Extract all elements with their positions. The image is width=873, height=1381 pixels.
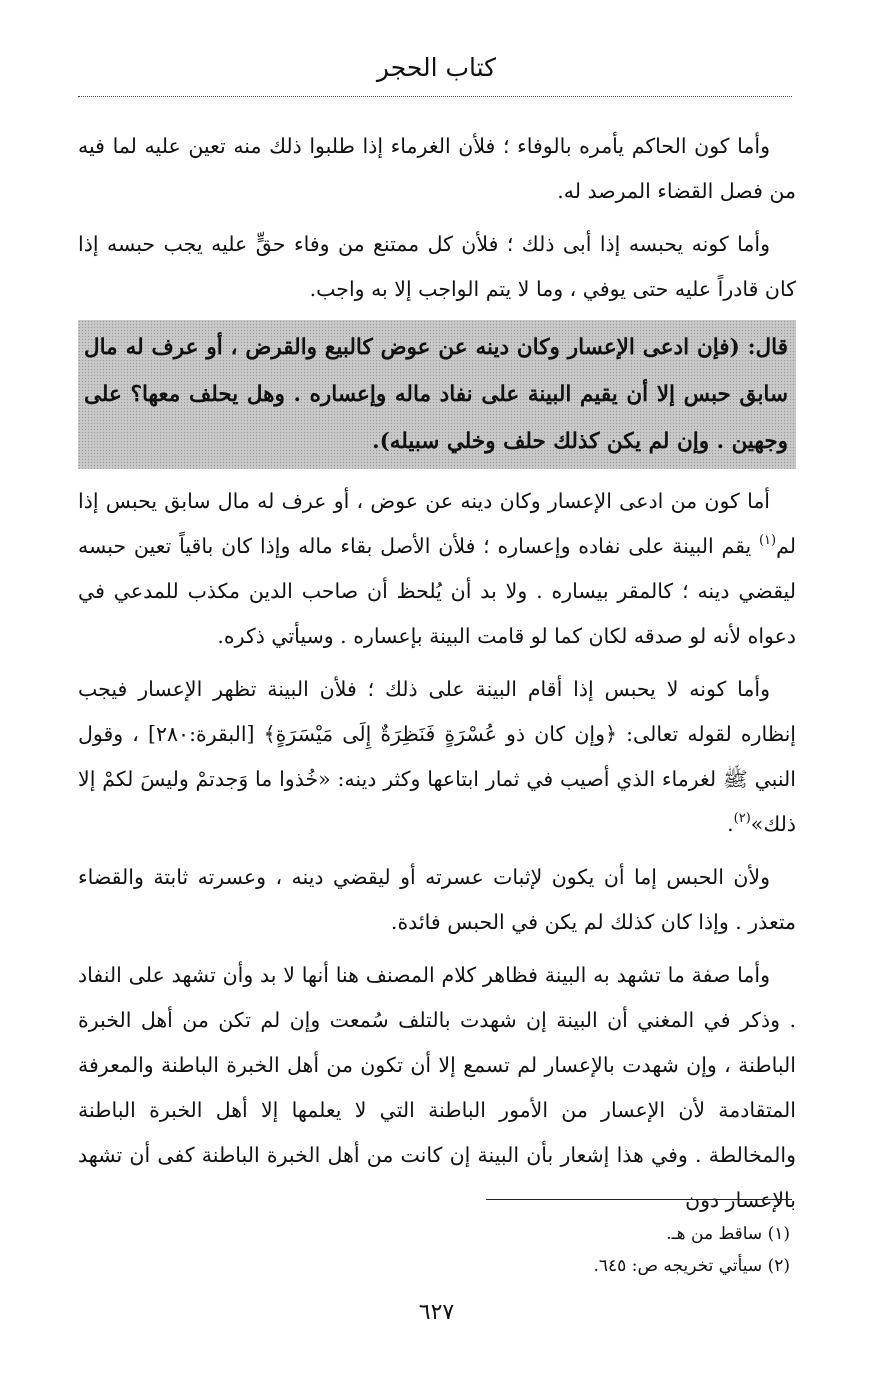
paragraph-text: . xyxy=(727,812,734,836)
paragraph-evidence-established xyxy=(78,667,796,847)
paragraph-text: وأما كونه لا يحبس إذا أقام البينة على ذلك ؛ فلأن البينة تظهر الإعسار فيجب إنظاره لقوله تعالى: ﴿وإن كان ذو عُسْرَةٍ فَنَظِرَةٌ إِلَى مَيْسَرَةٍ﴾ [البقرة:٢٨٠] ، وقول النبي ﷺ لغرماء الذي أصيب في ثمار ابتاعها وكثر دينه: «خُذوا ما وَجدتمْ وليسَ لكمْ إلا ذلك» xyxy=(78,677,796,836)
footnote-ref-1: (١) xyxy=(758,533,777,548)
footnote-ref-2: (٢) xyxy=(733,811,751,826)
header-divider xyxy=(78,96,792,97)
paragraph-text: يقم البينة على نفاده وإعساره ؛ فلأن الأصل بقاء ماله وإذا كان باقياً تعين حبسه ليقضي دينه ؛ كالمقر بيساره . ولا بد أن يُلحظ أن صاحب الدين مكذب للمدعي في دعواه لأنه لو صدقه لكان كما لو قامت البينة بإعساره . وسيأتي ذكره. xyxy=(78,534,796,648)
footnote-2: (٢) سيأتي تخريجه ص: ٦٤٥. xyxy=(593,1256,790,1276)
footnotes xyxy=(78,1218,790,1282)
footnote-divider xyxy=(486,1199,792,1200)
paragraph-imprisonment-on-refusal: وأما كونه يحبسه إذا أبى ذلك ؛ فلأن كل ممتنع من وفاء حقٍّ عليه يجب حبسه إذا كان قادراً عليه حتى يوفي ، وما لا يتم الواجب إلا به واجب. xyxy=(78,232,796,301)
paragraph-text: أما كون من ادعى الإعسار وكان دينه عن عوض ، أو عرف له مال سابق يحبس إذا لم xyxy=(78,489,796,558)
footnote-1: (١) ساقط من هـ. xyxy=(666,1224,790,1244)
page-number: ٦٢٧ xyxy=(418,1300,455,1325)
paragraph-claim-of-insolvency xyxy=(78,479,796,659)
main-text xyxy=(78,124,796,1231)
paragraph-purpose-of-imprisonment: ولأن الحبس إما أن يكون لإثبات عسرته أو ليقضي دينه ، وعسرته ثابتة والقضاء متعذر . وإذا كان كذلك لم يكن في الحبس فائدة. xyxy=(78,865,796,934)
running-header: كتاب الحجر xyxy=(376,53,497,82)
paragraph-testimony-description: وأما صفة ما تشهد به البينة فظاهر كلام المصنف هنا أنها لا بد وأن تشهد على النفاد . وذكر في المغني أن البينة إن شهدت بالتلف سُمعت وإن لم تكن من أهل الخبرة الباطنة ، وإن شهدت بالإعسار لم تسمع إلا أن تكون من أهل الخبرة الباطنة والمعرفة المتقادمة لأن الإعسار من الأمور الباطنة التي لا يعلمها إلا أهل الخبرة الباطنة والمخالطة . وفي هذا إشعار بأن البينة إن كانت من أهل الخبرة الباطنة كفى أن تشهد بالإعسار دون xyxy=(78,963,796,1212)
matn-quote-block: قال: (فإن ادعى الإعسار وكان دينه عن عوض كالبيع والقرض ، أو عرف له مال سابق حبس إلا أن يقيم البينة على نفاد ماله وإعساره . وهل يحلف معها؟ على وجهين . وإن لم يكن كذلك حلف وخلي سبيله). xyxy=(78,320,796,469)
paragraph-judge-orders-payment: وأما كون الحاكم يأمره بالوفاء ؛ فلأن الغرماء إذا طلبوا ذلك منه تعين عليه لما فيه من فصل القضاء المرصد له. xyxy=(78,134,796,203)
